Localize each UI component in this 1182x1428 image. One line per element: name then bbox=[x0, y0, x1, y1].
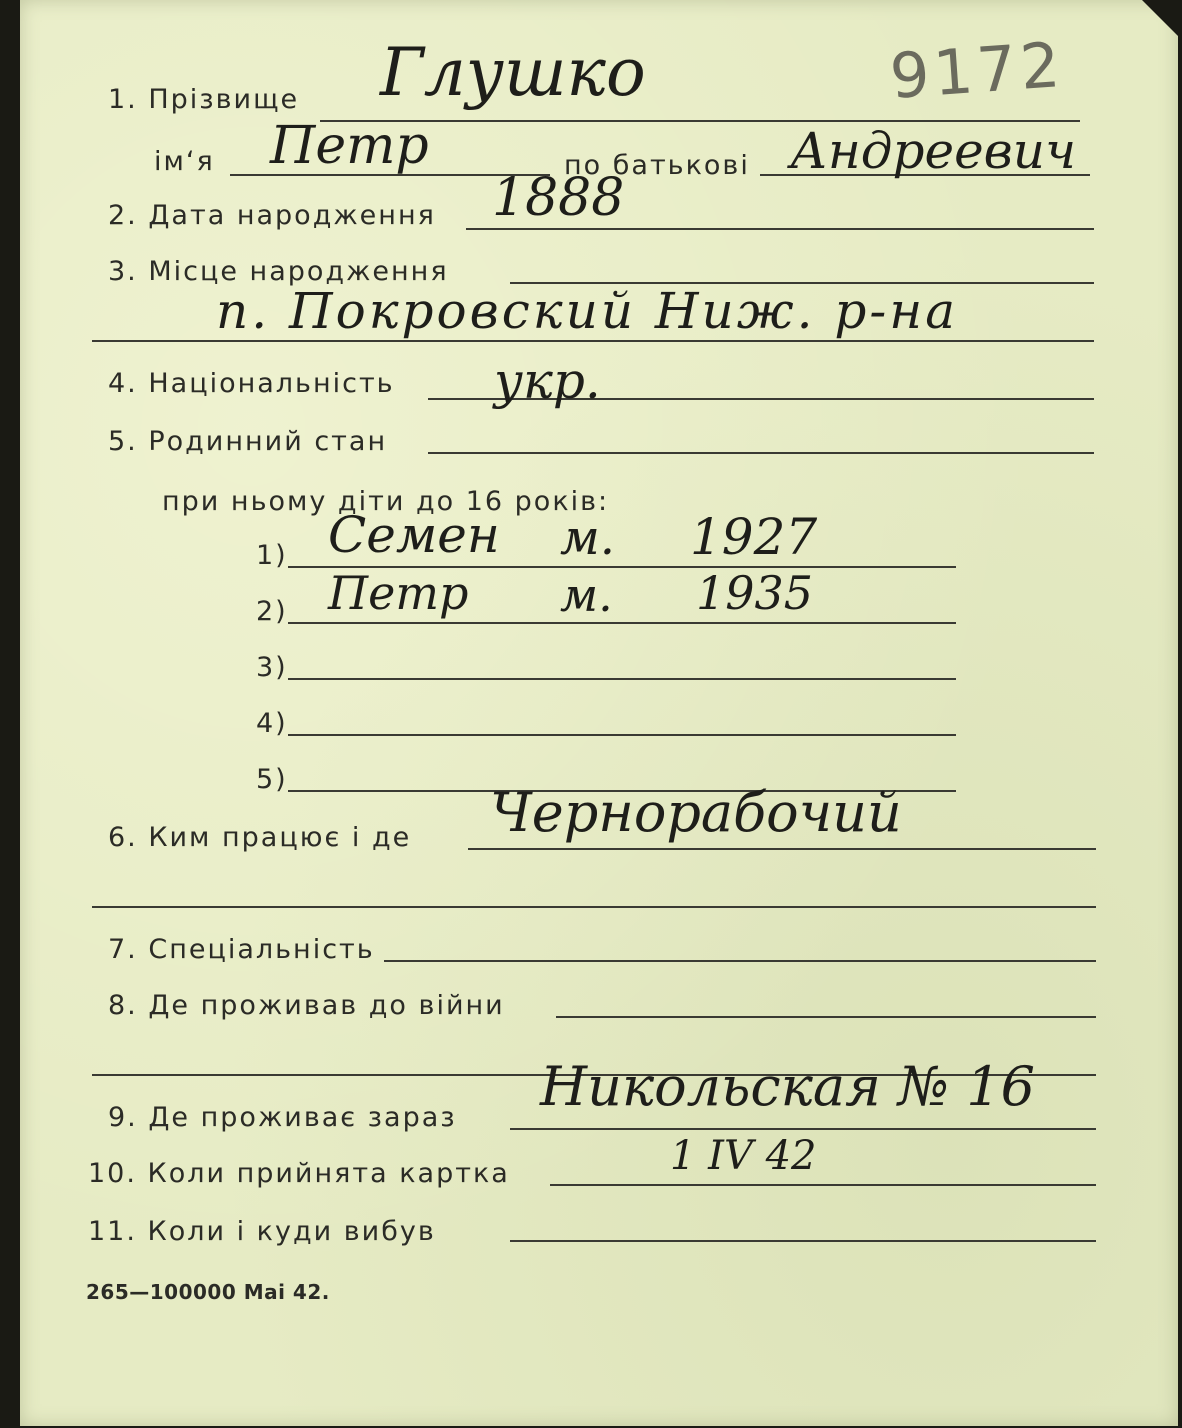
surname-label: 1. Прізвище bbox=[108, 84, 300, 115]
birth-place-line-2 bbox=[92, 340, 1094, 342]
birth-place-label: 3. Місце народження bbox=[108, 256, 449, 287]
birth-date-line bbox=[466, 228, 1094, 230]
child-3-line bbox=[288, 678, 956, 680]
child-1-name: Семен bbox=[328, 506, 500, 564]
registration-card bbox=[20, 0, 1178, 1426]
child-2-sex: м. bbox=[560, 568, 613, 622]
child-3-number: 3) bbox=[256, 652, 288, 683]
nationality-value: укр. bbox=[494, 352, 601, 410]
nationality-label: 4. Національність bbox=[108, 368, 395, 399]
first-name-value: Петр bbox=[270, 116, 429, 176]
card-accepted-value: 1 IV 42 bbox=[670, 1133, 817, 1179]
child-2-line bbox=[288, 622, 956, 624]
child-1-year: 1927 bbox=[690, 508, 818, 566]
prewar-residence-line-1 bbox=[556, 1016, 1096, 1018]
departure-line bbox=[510, 1240, 1096, 1242]
current-residence-line bbox=[510, 1128, 1096, 1130]
card-accepted-line bbox=[550, 1184, 1096, 1186]
family-status-label: 5. Родинний стан bbox=[108, 426, 388, 457]
specialty-label: 7. Спеціальність bbox=[108, 934, 375, 965]
child-2-name: Петр bbox=[328, 566, 469, 620]
child-2-number: 2) bbox=[256, 596, 288, 627]
prewar-residence-label: 8. Де проживав до війни bbox=[108, 990, 505, 1021]
specialty-line bbox=[384, 960, 1096, 962]
child-5-number: 5) bbox=[256, 764, 288, 795]
child-4-line bbox=[288, 734, 956, 736]
card-corner-missing bbox=[1142, 0, 1178, 36]
birth-date-value: 1888 bbox=[492, 168, 625, 228]
departure-label: 11. Коли і куди вибув bbox=[88, 1216, 436, 1247]
family-status-line bbox=[428, 452, 1094, 454]
child-1-sex: м. bbox=[560, 510, 616, 566]
patronymic-value: Андреевич bbox=[790, 122, 1077, 180]
birth-place-value: п. Покровский Ниж. р-на bbox=[216, 282, 958, 340]
patronymic-label: по батькові bbox=[564, 150, 750, 181]
child-4-number: 4) bbox=[256, 708, 288, 739]
first-name-label: ім‘я bbox=[154, 146, 215, 177]
current-residence-value: Никольская № 16 bbox=[540, 1055, 1035, 1118]
print-info: 265—100000 Mai 42. bbox=[86, 1280, 330, 1304]
surname-value: Глушко bbox=[380, 34, 646, 111]
current-residence-label: 9. Де проживає зараз bbox=[108, 1102, 457, 1133]
children-header: при ньому діти до 16 років: bbox=[162, 486, 610, 517]
birth-date-label: 2. Дата народження bbox=[108, 200, 436, 231]
card-accepted-label: 10. Коли прийнята картка bbox=[88, 1158, 510, 1189]
child-2-year: 1935 bbox=[696, 566, 814, 620]
occupation-line-2 bbox=[92, 906, 1096, 908]
occupation-value: Чернорабочий bbox=[490, 781, 902, 844]
child-1-number: 1) bbox=[256, 540, 288, 571]
occupation-label: 6. Ким працює і де bbox=[108, 822, 412, 853]
archive-number: 9172 bbox=[887, 28, 1067, 113]
occupation-line-1 bbox=[468, 848, 1096, 850]
